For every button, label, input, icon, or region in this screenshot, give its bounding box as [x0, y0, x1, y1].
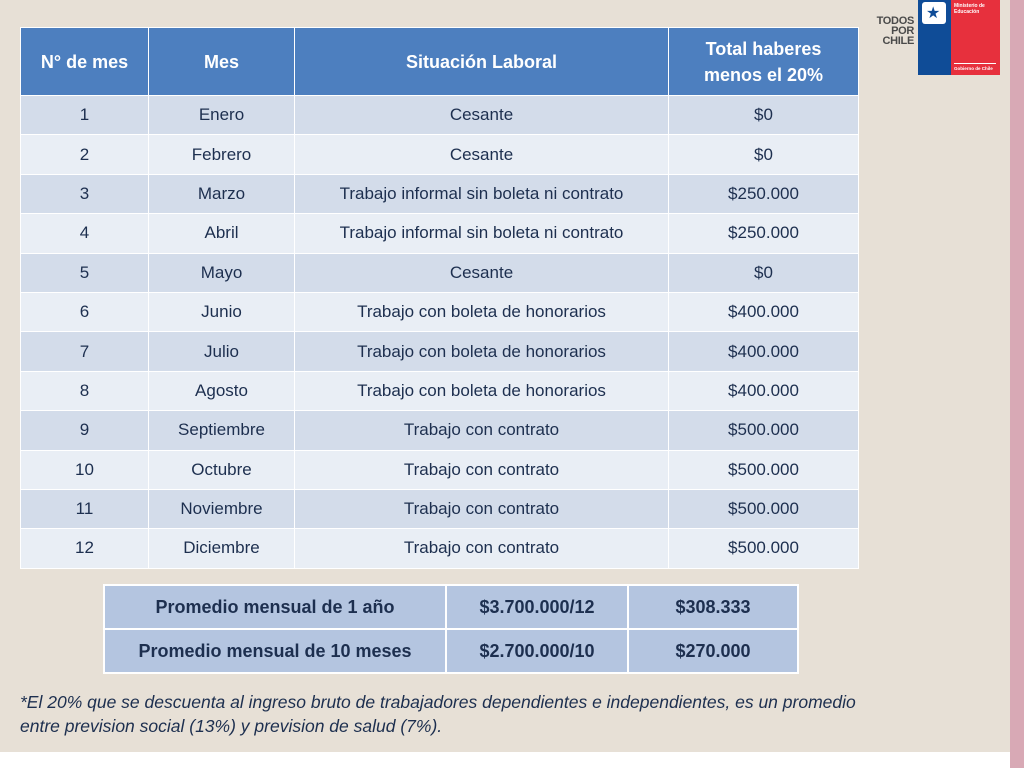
header-employment-status: Situación Laboral: [295, 28, 669, 96]
cell-month: Agosto: [149, 371, 295, 410]
logo-word: TODOS: [876, 15, 914, 27]
ministry-name: Ministerio de Educación: [954, 3, 985, 15]
table-row: [21, 214, 859, 253]
cell-total-income: $500.000: [669, 489, 859, 528]
cell-month: Octubre: [149, 450, 295, 489]
cell-employment-status: Trabajo con contrato: [295, 450, 669, 489]
cell-month: Abril: [149, 214, 295, 253]
table-row: [21, 489, 859, 528]
summary-label: Promedio mensual de 10 meses: [104, 629, 446, 673]
footnote-line2: entre prevision social (13%) y prevision de salud (7%).: [20, 716, 443, 736]
cell-month-number: 11: [21, 489, 149, 528]
cell-total-income: $500.000: [669, 450, 859, 489]
cell-total-income: $0: [669, 96, 859, 135]
cell-total-income: $400.000: [669, 292, 859, 331]
table-row: [21, 253, 859, 292]
cell-month-number: 1: [21, 96, 149, 135]
summary-formula: $2.700.000/10: [446, 629, 628, 673]
logo-word: CHILE: [882, 35, 914, 47]
cell-employment-status: Cesante: [295, 135, 669, 174]
cell-month-number: 8: [21, 371, 149, 410]
header-month: Mes: [149, 28, 295, 96]
cell-total-income: $250.000: [669, 174, 859, 213]
footnote: [20, 690, 980, 738]
cell-employment-status: Trabajo informal sin boleta ni contrato: [295, 174, 669, 213]
monthly-income-table: [20, 27, 859, 569]
table-row: [21, 371, 859, 410]
summary-result: $308.333: [628, 585, 798, 629]
table-row: [21, 174, 859, 213]
cell-month: Febrero: [149, 135, 295, 174]
cell-total-income: $400.000: [669, 332, 859, 371]
table-row: [21, 135, 859, 174]
cell-month-number: 5: [21, 253, 149, 292]
summary-row: [104, 585, 798, 629]
cell-month: Septiembre: [149, 411, 295, 450]
cell-total-income: $500.000: [669, 411, 859, 450]
cell-month-number: 3: [21, 174, 149, 213]
cell-month-number: 10: [21, 450, 149, 489]
cell-month: Julio: [149, 332, 295, 371]
cell-month-number: 6: [21, 292, 149, 331]
logo-red-block: [951, 0, 1000, 75]
cell-employment-status: Trabajo con contrato: [295, 411, 669, 450]
government-name: Gobierno de Chile: [954, 66, 993, 71]
logo-word: POR: [891, 25, 914, 37]
logo-divider: [954, 63, 996, 64]
table-row: [21, 96, 859, 135]
cell-total-income: $250.000: [669, 214, 859, 253]
cell-employment-status: Trabajo con boleta de honorarios: [295, 371, 669, 410]
table-row: [21, 332, 859, 371]
table-row: [21, 411, 859, 450]
cell-total-income: $0: [669, 135, 859, 174]
cell-total-income: $500.000: [669, 529, 859, 568]
cell-month: Enero: [149, 96, 295, 135]
todos-por-chile-logo: [866, 16, 914, 46]
cell-total-income: $0: [669, 253, 859, 292]
ministry-logo: [918, 0, 1000, 75]
cell-month-number: 9: [21, 411, 149, 450]
table-header-row: [21, 28, 859, 96]
header-total-income: [669, 28, 859, 96]
cell-employment-status: Trabajo con contrato: [295, 529, 669, 568]
cell-month: Mayo: [149, 253, 295, 292]
cell-total-income: $400.000: [669, 371, 859, 410]
footnote-line1: *El 20% que se descuenta al ingreso bruto de trabajadores dependientes e independientes, es un promedio: [20, 692, 856, 712]
logo-blue-block: [918, 0, 951, 75]
header-total-line2: menos el 20%: [703, 64, 824, 85]
summary-row: [104, 629, 798, 673]
summary-label: Promedio mensual de 1 año: [104, 585, 446, 629]
summary-result: $270.000: [628, 629, 798, 673]
cell-employment-status: Trabajo informal sin boleta ni contrato: [295, 214, 669, 253]
table-row: [21, 450, 859, 489]
coat-of-arms-icon: [922, 2, 946, 24]
cell-month: Marzo: [149, 174, 295, 213]
table-body: [21, 96, 859, 569]
cell-month-number: 2: [21, 135, 149, 174]
bottom-band: [0, 752, 1010, 768]
cell-month-number: 4: [21, 214, 149, 253]
summary-table: [103, 584, 799, 674]
header-month-number: N° de mes: [21, 28, 149, 96]
cell-employment-status: Trabajo con boleta de honorarios: [295, 332, 669, 371]
cell-month: Junio: [149, 292, 295, 331]
cell-month-number: 7: [21, 332, 149, 371]
cell-employment-status: Cesante: [295, 253, 669, 292]
cell-employment-status: Trabajo con boleta de honorarios: [295, 292, 669, 331]
table-row: [21, 529, 859, 568]
header-total-line1: Total haberes: [705, 38, 822, 59]
cell-month: Noviembre: [149, 489, 295, 528]
cell-employment-status: Cesante: [295, 96, 669, 135]
table-row: [21, 292, 859, 331]
cell-month-number: 12: [21, 529, 149, 568]
cell-month: Diciembre: [149, 529, 295, 568]
cell-employment-status: Trabajo con contrato: [295, 489, 669, 528]
right-edge-strip: [1010, 0, 1024, 768]
summary-formula: $3.700.000/12: [446, 585, 628, 629]
